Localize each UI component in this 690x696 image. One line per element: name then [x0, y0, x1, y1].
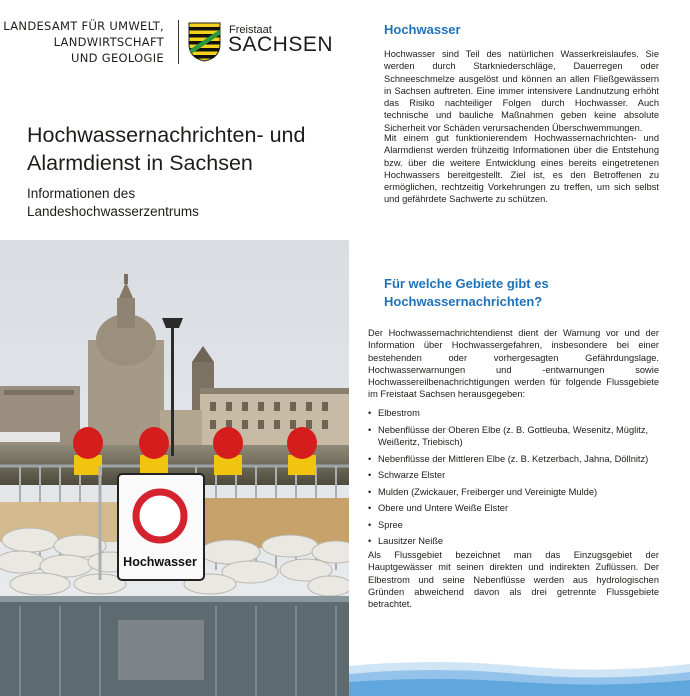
- paragraph-intro: Hochwasser sind Teil des natürlichen Wasserkreislaufes. Sie werden durch Starkniederschläge, Dauerregen oder Schneeschmelze ausgelöst und können an allen Fließgewässern in Sachsen auftreten. Eine immer intensivere Landnutzung erhöht das Risiko nachteiliger Folgen durch Hochwasser. Auch technische und bauliche Maßnahmen geben keine absolute Sicherheit vor Schäden verursachenden Überschwemmungen.: [384, 49, 659, 133]
- list-item: • Spree: [368, 519, 403, 530]
- wave-decoration: [349, 652, 690, 696]
- title-line-1: Hochwassernachrichten- und: [27, 123, 306, 147]
- sign-text: Hochwasser: [123, 555, 197, 569]
- list-item: • Obere und Untere Weiße Elster: [368, 503, 509, 513]
- document-title: [27, 121, 337, 177]
- document-subtitle: [27, 185, 337, 221]
- list-item: • Nebenflüsse der Mittleren Elbe (z. B. Ketzerbach, Jahna, Döllnitz): [368, 453, 649, 464]
- list-item: • Nebenflüsse der Oberen Elbe (z. B. Gottleuba, Wesenitz, Müglitz,: [368, 424, 649, 435]
- logo-divider: [178, 20, 179, 64]
- subtitle-line-1: Informationen des: [27, 186, 136, 201]
- paragraph-dienst: Der Hochwassernachrichtendienst dient der Warnung vor und der Information über Hochwassergefahren, insbesondere bei einer bestehenden oder vorhergesagten Gefährdungslage. Hochwasserwarnungen und -entwarnungen sowie Hochwassereilbenachrichtigungen werden für folgende Flussgebiete im Freistaat Sachsen herausgegeben:: [368, 328, 659, 400]
- list-item: • Mulden (Zwickauer, Freiberger und Vereinigte Mulde): [368, 486, 598, 497]
- hochwasser-sign: [118, 474, 204, 580]
- freistaat-label: Freistaat: [229, 24, 272, 36]
- sachsen-label: SACHSEN: [228, 33, 334, 56]
- list-item: • Schwarze Elster: [368, 470, 446, 480]
- org-line-2: LANDWIRTSCHAFT: [53, 35, 164, 49]
- section-heading-gebiete: [384, 275, 549, 311]
- heading-line-1: Für welche Gebiete gibt es: [384, 276, 549, 291]
- list-item: • Elbestrom: [368, 408, 420, 418]
- list-item-continuation: Weißeritz, Triebisch): [378, 437, 463, 447]
- org-line-1: LANDESAMT FÜR UMWELT,: [3, 19, 164, 33]
- flood-photo: [0, 240, 349, 696]
- org-name: [0, 18, 164, 66]
- saxony-coat-of-arms-icon: [188, 22, 221, 62]
- title-line-2: Alarmdienst in Sachsen: [27, 151, 253, 175]
- list-item: • Lausitzer Neiße: [368, 536, 444, 546]
- section-heading-hochwasser: Hochwasser: [384, 22, 461, 37]
- subtitle-line-2: Landeshochwasserzentrums: [27, 204, 199, 219]
- river-list: [368, 407, 668, 552]
- heading-line-2: Hochwassernachrichten?: [384, 294, 543, 309]
- paragraph-flussgebiet: Als Flussgebiet bezeichnet man das Einzugsgebiet der Hauptgewässer mit seinen direkten und indirekten Zuflüssen. Der Elbestrom und seine Nebenflüsse werden aus hydrologischen Gründen abweichend davon als drei getrennte Flussgebiete betrachtet.: [368, 550, 659, 610]
- org-line-3: UND GEOLOGIE: [71, 51, 164, 65]
- paragraph-alarm: Mit einem gut funktionierendem Hochwassernachrichten- und Alarmdienst werden frühzeitig Informationen über die Entstehung bzw. über die weitere Entwicklung eines bereits eingetretenen Hochwassers bereitgestellt. Ziel ist, es den Betroffenen zu ermöglichen, rechtzeitig Vorkehrungen zu treffen, um sich selbst und gefährdete Sachwerte zu schützen.: [384, 133, 659, 205]
